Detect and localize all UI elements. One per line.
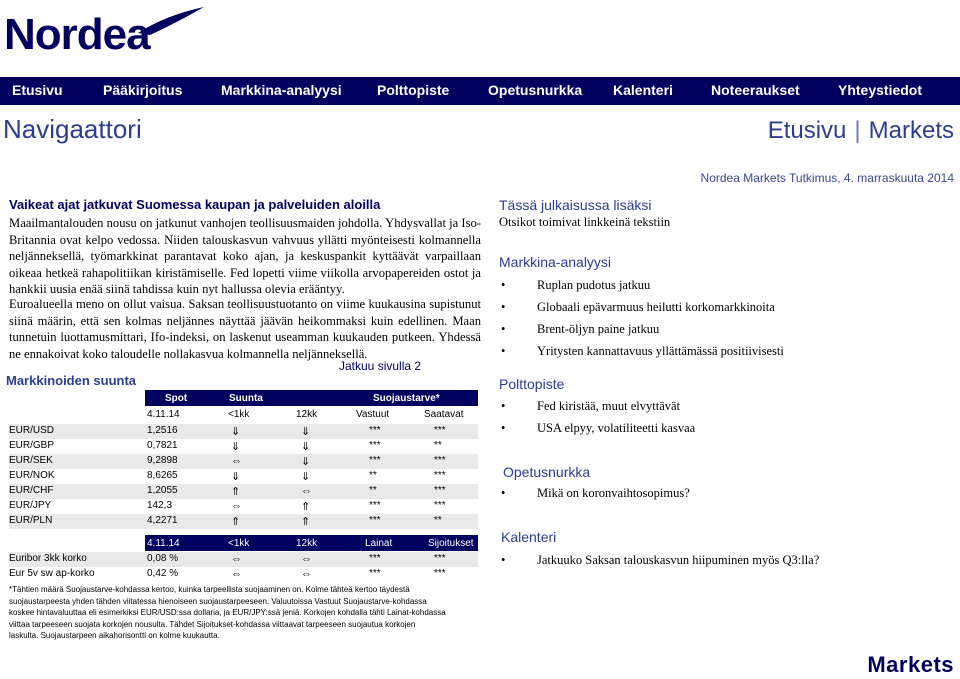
row-hedge-2: *** <box>434 425 446 436</box>
continue-link[interactable]: Jatkuu sivulla 2 <box>339 359 422 373</box>
row-hedge-1: *** <box>369 500 381 511</box>
link-text[interactable]: Jatkuuko Saksan talouskasvun hiipuminen myös Q3:lla? <box>537 553 820 567</box>
row-spot: 1,2055 <box>147 485 178 496</box>
row-spot: 4,2271 <box>147 515 178 526</box>
table-row <box>9 454 478 469</box>
rates-col-c1: Lainat <box>365 538 393 549</box>
row-direction-short: ⇓ <box>231 471 241 483</box>
footnote <box>9 584 484 642</box>
row-name: EUR/GBP <box>9 440 55 451</box>
table-row <box>9 424 478 439</box>
row-direction-long: ⇓ <box>301 456 311 468</box>
row-hedge-1: *** <box>369 455 381 466</box>
main-nav-bar <box>0 77 960 105</box>
table-row <box>9 499 478 514</box>
nav-item-paakirjoitus[interactable]: Pääkirjoitus <box>103 82 183 98</box>
nav-item-noteeraukset[interactable]: Noteeraukset <box>711 82 800 98</box>
row-hedge-1: ** <box>369 485 377 496</box>
bullet: • <box>501 300 506 314</box>
row-hedge-2: *** <box>434 553 446 564</box>
row-name: EUR/USD <box>9 425 55 436</box>
row-direction-short: ⇑ <box>231 516 241 528</box>
row-spot: 0,7821 <box>147 440 178 451</box>
publication-subtitle: Nordea Markets Tutkimus, 4. marraskuuta 2014 <box>700 171 954 185</box>
sidebar-list-2 <box>501 399 941 443</box>
nav-item-markkina-analyysi[interactable]: Markkina-analyysi <box>221 82 342 98</box>
footnote-line: laskulta. Suojaustarpeen aikahorisontti on kolme kuukautta. <box>9 631 220 640</box>
row-direction-long: ⇓ <box>301 441 311 453</box>
row-direction-long: ⇔ <box>301 568 312 580</box>
row-name: EUR/NOK <box>9 470 55 481</box>
rates-table-header <box>145 535 478 551</box>
link-text[interactable]: Yritysten kannattavuus yllättämässä positiivisesti <box>537 344 784 358</box>
row-name: EUR/CHF <box>9 485 54 496</box>
sidebar-intro-title: Tässä julkaisussa lisäksi <box>499 197 652 213</box>
row-hedge-2: *** <box>434 455 446 466</box>
row-direction-long: ⇓ <box>301 426 311 438</box>
row-direction-long: ⇓ <box>301 471 311 483</box>
markets-footer-logo: Markets <box>867 652 954 677</box>
sidebar-link[interactable] <box>501 300 941 322</box>
sidebar-link[interactable] <box>501 421 941 443</box>
link-text[interactable]: USA elpyy, volatiliteetti kasvaa <box>537 421 696 435</box>
row-direction-short: ⇓ <box>231 426 241 438</box>
table-row <box>9 484 478 499</box>
row-direction-short: ⇔ <box>231 500 242 512</box>
row-spot: 1,2516 <box>147 425 178 436</box>
row-name: EUR/PLN <box>9 515 53 526</box>
row-direction-long: ⇑ <box>301 501 311 513</box>
article-headline: Vaikeat ajat jatkuvat Suomessa kaupan ja palveluiden aloilla <box>9 197 381 212</box>
row-direction-short: ⇔ <box>231 455 242 467</box>
fx-table <box>9 390 478 530</box>
row-direction-short: ⇓ <box>231 441 241 453</box>
row-hedge-1: *** <box>369 425 381 436</box>
col-direction: Suunta <box>229 393 263 404</box>
sidebar-link[interactable] <box>501 399 941 421</box>
footnote-line: *Tähtien määrä Suojaustarve-kohdassa kertoo, kuinka tarpeellista suojaaminen on. Kolme tähteä kertoo täydestä <box>9 585 410 594</box>
sidebar-intro-text: Otsikot toimivat linkkeinä tekstiin <box>499 215 671 229</box>
breadcrumb-current: Markets <box>868 117 954 144</box>
row-hedge-1: *** <box>369 568 381 579</box>
table-row <box>9 439 478 454</box>
bullet: • <box>501 278 506 292</box>
sidebar-section-kalenteri[interactable]: Kalenteri <box>501 529 557 545</box>
sidebar-section-opetusnurkka[interactable]: Opetusnurkka <box>503 464 591 480</box>
sidebar-list-4 <box>501 553 941 575</box>
sidebar-section-polttopiste[interactable]: Polttopiste <box>499 376 565 392</box>
row-hedge-1: *** <box>369 515 381 526</box>
bullet: • <box>501 553 506 567</box>
footnote-line: koskee hintavaluuttaa eli esimerkiksi EUR/USD:ssa dollaria, ja EUR/JPY:ssä jeniä. Korkojen kohdalla tähti Lainat-kohdassa <box>9 608 446 617</box>
bullet: • <box>501 344 506 358</box>
link-text[interactable]: Globaali epävarmuus heilutti korkomarkkinoita <box>537 300 775 314</box>
link-text[interactable]: Ruplan pudotus jatkuu <box>537 278 651 292</box>
row-direction-short: ⇔ <box>231 568 242 580</box>
breadcrumb-separator: | <box>854 117 861 144</box>
sidebar-list-1 <box>501 278 941 366</box>
row-hedge-2: ** <box>434 515 442 526</box>
row-direction-short: ⇑ <box>231 486 241 498</box>
sidebar-link[interactable] <box>501 344 941 366</box>
row-spot: 9,2898 <box>147 455 178 466</box>
logo-wordmark: Nordea <box>4 10 150 59</box>
sidebar-link[interactable] <box>501 486 941 508</box>
article-paragraph-2: Euroalueella meno on ollut vaisua. Saksan teollisuustuotanto on viime kuukausina supistunut siinä määrin, että sen kolmas neljännes näyttää jäävän heikommaksi kuin edellinen. Maan tunnetuin luottamusmittari, Ifo-indeksi, on laskenut useamman kuukauden putkeen. Yhdessä ne ennakoivat koko taloudelle nollakasvua kolmannella neljänneksellä. <box>9 297 481 361</box>
nav-item-polttopiste[interactable]: Polttopiste <box>377 82 450 98</box>
table-row <box>9 514 478 529</box>
footnote-line: viittaa tarpeeseen suojata korkojen nousulta. Tähdet Sijoitukset-kohdassa viittaavat tarpeeseen suojautua korkojen <box>9 619 416 629</box>
rates-col-long: 12kk <box>296 538 318 549</box>
row-hedge-2: ** <box>434 440 442 451</box>
link-text[interactable]: Fed kiristää, muut elvyttävät <box>537 399 681 413</box>
row-name: Eur 5v sw ap-korko <box>9 568 95 579</box>
page-title: Navigaattori <box>3 114 142 144</box>
col-spot: Spot <box>165 393 188 404</box>
nav-item-opetusnurkka[interactable]: Opetusnurkka <box>488 82 583 98</box>
logo-swoosh-icon <box>136 5 206 35</box>
row-direction-long: ⇔ <box>301 485 312 497</box>
markets-section-title: Markkinoiden suunta <box>6 373 137 388</box>
article-paragraph-1: Maailmantalouden nousu on jatkunut vanhojen teollisuusmaiden johdolla. Yhdysvallat ja Iso-Britannia ovat kelpo vedossa. Niiden talouskasvun vahvuus yllätti myönteisesti kolmannella neljänneksellä, työmarkkinat parantavat koko ajan, ja keskuspankit kyttäävät varpaillaan oikeaa hetkeä rahapolitiikan kiristämiselle. Fed lopetti viime viikolla arvopapereiden ostot ja hankkii uusia enää siinä tahdissa kuin nyt hallussa olevia erääntyy. <box>9 216 481 296</box>
rates-table <box>9 535 478 585</box>
fx-table-header <box>145 390 478 406</box>
row-name: EUR/JPY <box>9 500 52 511</box>
row-spot: 8,6265 <box>147 470 178 481</box>
row-hedge-1: *** <box>369 440 381 451</box>
row-hedge-1: *** <box>369 553 381 564</box>
bullet: • <box>501 421 506 435</box>
table-row <box>9 552 478 567</box>
row-spot: 0,42 % <box>147 568 179 579</box>
sidebar-section-markkina-analyysi[interactable]: Markkina-analyysi <box>499 254 612 270</box>
link-text[interactable]: Brent-öljyn paine jatkuu <box>537 322 660 336</box>
rates-col-date: 4.11.14 <box>147 538 180 549</box>
nav-item-yhteystiedot[interactable]: Yhteystiedot <box>838 82 923 98</box>
row-hedge-2: *** <box>434 568 446 579</box>
row-name: EUR/SEK <box>9 455 53 466</box>
row-spot: 0,08 % <box>147 553 179 564</box>
nav-item-etusivu[interactable]: Etusivu <box>12 82 63 98</box>
rates-col-c2: Sijoitukset <box>428 538 474 549</box>
footnote-line: suojaustarpeesta yhden tähden viitatessa hienoiseen suojaustarpeeseen. Valuutoissa Vastuut Suojaustarve-kohdassa <box>9 596 427 606</box>
table-row <box>9 469 478 484</box>
table-row <box>9 567 478 582</box>
row-direction-long: ⇔ <box>301 553 312 565</box>
breadcrumb <box>768 117 954 145</box>
rates-col-short: <1kk <box>228 538 250 549</box>
sub-c2: Saatavat <box>424 409 464 420</box>
sidebar-link[interactable] <box>501 553 941 575</box>
nordea-logo[interactable] <box>4 0 214 58</box>
sub-short: <1kk <box>228 409 250 420</box>
row-direction-long: ⇑ <box>301 516 311 528</box>
bullet: • <box>501 399 506 413</box>
row-spot: 142,3 <box>147 500 173 511</box>
row-name: Euribor 3kk korko <box>9 553 87 564</box>
fx-subheader-row <box>9 407 478 422</box>
sub-c1: Vastuut <box>356 409 390 420</box>
bullet: • <box>501 486 506 500</box>
sub-long: 12kk <box>296 409 318 420</box>
breadcrumb-home[interactable]: Etusivu <box>767 117 847 144</box>
sidebar-link[interactable] <box>501 322 941 344</box>
sub-date: 4.11.14 <box>147 409 180 420</box>
nav-item-kalenteri[interactable]: Kalenteri <box>613 82 673 98</box>
row-direction-short: ⇔ <box>231 553 242 565</box>
row-hedge-2: *** <box>434 485 446 496</box>
row-hedge-2: *** <box>434 500 446 511</box>
col-hedge: Suojaustarve* <box>373 393 440 404</box>
bullet: • <box>501 322 506 336</box>
link-text[interactable]: Mikä on koronvaihtosopimus? <box>537 486 690 500</box>
sidebar-link[interactable] <box>501 278 941 300</box>
row-hedge-2: *** <box>434 470 446 481</box>
row-hedge-1: ** <box>369 470 377 481</box>
sidebar-list-3 <box>501 486 941 508</box>
